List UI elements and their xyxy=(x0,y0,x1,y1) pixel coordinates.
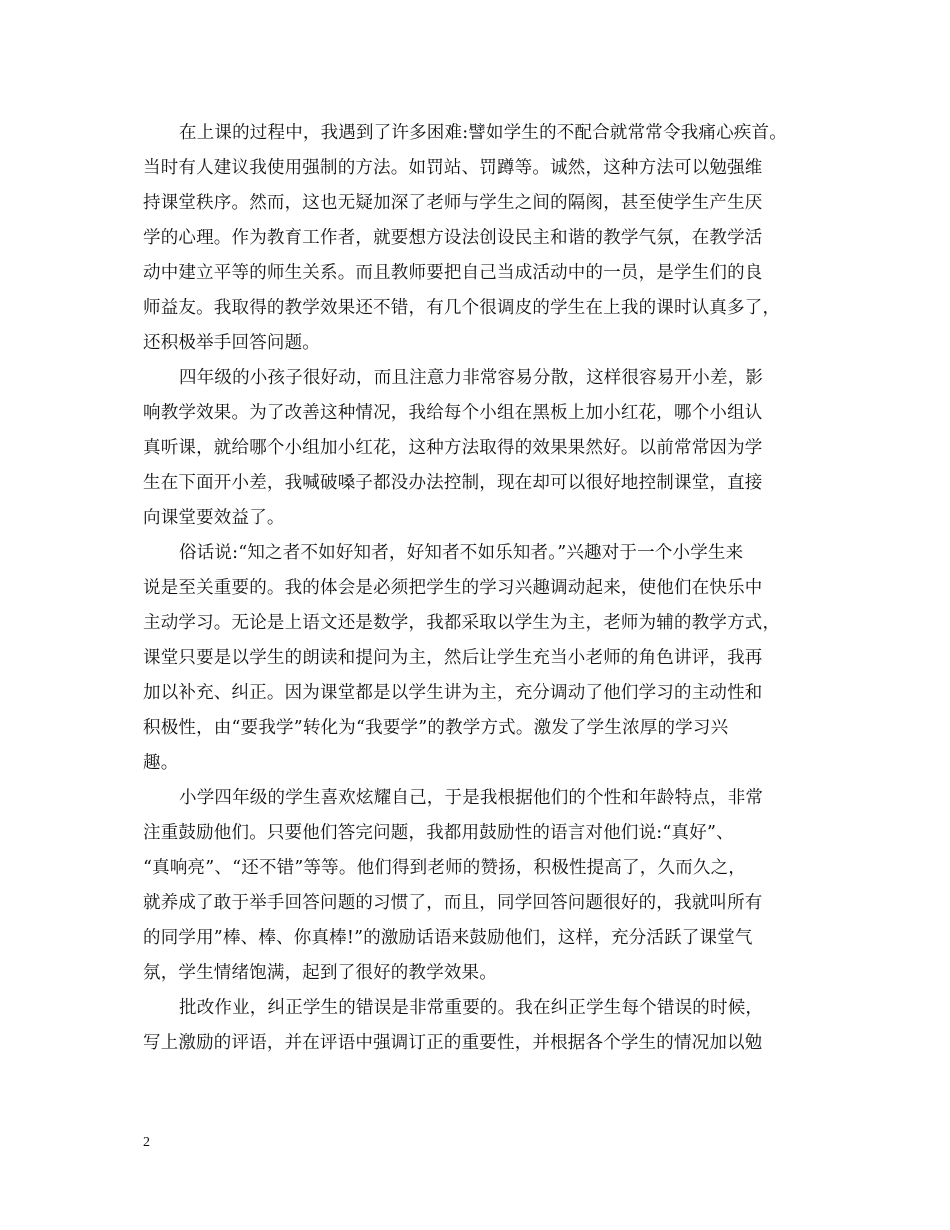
paragraph-3-line-3: 主动学习。无论是上语文还是数学，我都采取以学生为主，老师为辅的教学方式， xyxy=(143,613,781,633)
paragraph-2-line-3: 真听课，就给哪个小组加小红花，这种方法取得的效果果然好。以前常常因为学 xyxy=(143,438,763,458)
paragraph-3-line-2: 说是至关重要的。我的体会是必须把学生的学习兴趣调动起来，使他们在快乐中 xyxy=(143,578,763,598)
paragraph-4-line-1: 小学四年级的学生喜欢炫耀自己，于是我根据他们的个性和年龄特点，非常 xyxy=(179,788,764,808)
paragraph-2-line-4: 生在下面开小差，我喊破嗓子都没办法控制，现在却可以很好地控制课堂，直接 xyxy=(143,473,763,493)
paragraph-1-line-6: 师益友。我取得的教学效果还不错，有几个很调皮的学生在上我的课时认真多了， xyxy=(143,298,781,318)
page-number: 2 xyxy=(143,1135,150,1150)
paragraph-3-line-7: 趣。 xyxy=(143,753,179,773)
body-text xyxy=(143,116,823,1061)
paragraph-1-line-4: 学的心理。作为教育工作者，就要想方设法创设民主和谐的教学气氛，在教学活 xyxy=(143,228,763,248)
paragraph-1-line-2: 当时有人建议我使用强制的方法。如罚站、罚蹲等。诚然，这种方法可以勉强维 xyxy=(143,158,763,178)
paragraph-4-line-4: 就养成了敢于举手回答问题的习惯了，而且，同学回答问题很好的，我就叫所有 xyxy=(143,893,763,913)
paragraph-1-line-5: 动中建立平等的师生关系。而且教师要把自己当成活动中的一员，是学生们的良 xyxy=(143,263,763,283)
paragraph-3-line-4: 课堂只要是以学生的朗读和提问为主，然后让学生充当小老师的角色讲评，我再 xyxy=(143,648,763,668)
paragraph-2-line-5: 向课堂要效益了。 xyxy=(143,508,285,528)
paragraph-5-line-2: 写上激励的评语，并在评语中强调订正的重要性，并根据各个学生的情况加以勉 xyxy=(143,1033,763,1053)
paragraph-3-line-1: 俗话说:“知之者不如好知者，好知者不如乐知者。”兴趣对于一个小学生来 xyxy=(179,543,744,563)
paragraph-3-line-5: 加以补充、纠正。因为课堂都是以学生讲为主，充分调动了他们学习的主动性和 xyxy=(143,683,763,703)
paragraph-2-line-2: 响教学效果。为了改善这种情况，我给每个小组在黑板上加小红花，哪个小组认 xyxy=(143,403,763,423)
paragraph-4-line-5: 的同学用”棒、棒、你真棒!”的激励话语来鼓励他们，这样，充分活跃了课堂气 xyxy=(143,928,753,948)
paragraph-2-line-1: 四年级的小孩子很好动，而且注意力非常容易分散，这样很容易开小差，影 xyxy=(179,368,764,388)
paragraph-1-line-7: 还积极举手回答问题。 xyxy=(143,333,320,353)
paragraph-3-line-6: 积极性，由“要我学”转化为“我要学”的教学方式。激发了学生浓厚的学习兴 xyxy=(143,718,729,738)
paragraph-1-line-1: 在上课的过程中，我遇到了许多困难:譬如学生的不配合就常常令我痛心疾首。 xyxy=(179,123,787,143)
paragraph-4-line-6: 氛，学生情绪饱满，起到了很好的教学效果。 xyxy=(143,963,497,983)
paragraph-4-line-2: 注重鼓励他们。只要他们答完问题，我都用鼓励性的语言对他们说:“真好”、 xyxy=(143,823,734,843)
paragraph-5-line-1: 批改作业，纠正学生的错误是非常重要的。我在纠正学生每个错误的时候， xyxy=(179,998,764,1018)
paragraph-1-line-3: 持课堂秩序。然而，这也无疑加深了老师与学生之间的隔阂，甚至使学生产生厌 xyxy=(143,193,763,213)
paragraph-4-line-3: “真响亮”、“还不错”等等。他们得到老师的赞扬，积极性提高了，久而久之， xyxy=(143,858,746,878)
